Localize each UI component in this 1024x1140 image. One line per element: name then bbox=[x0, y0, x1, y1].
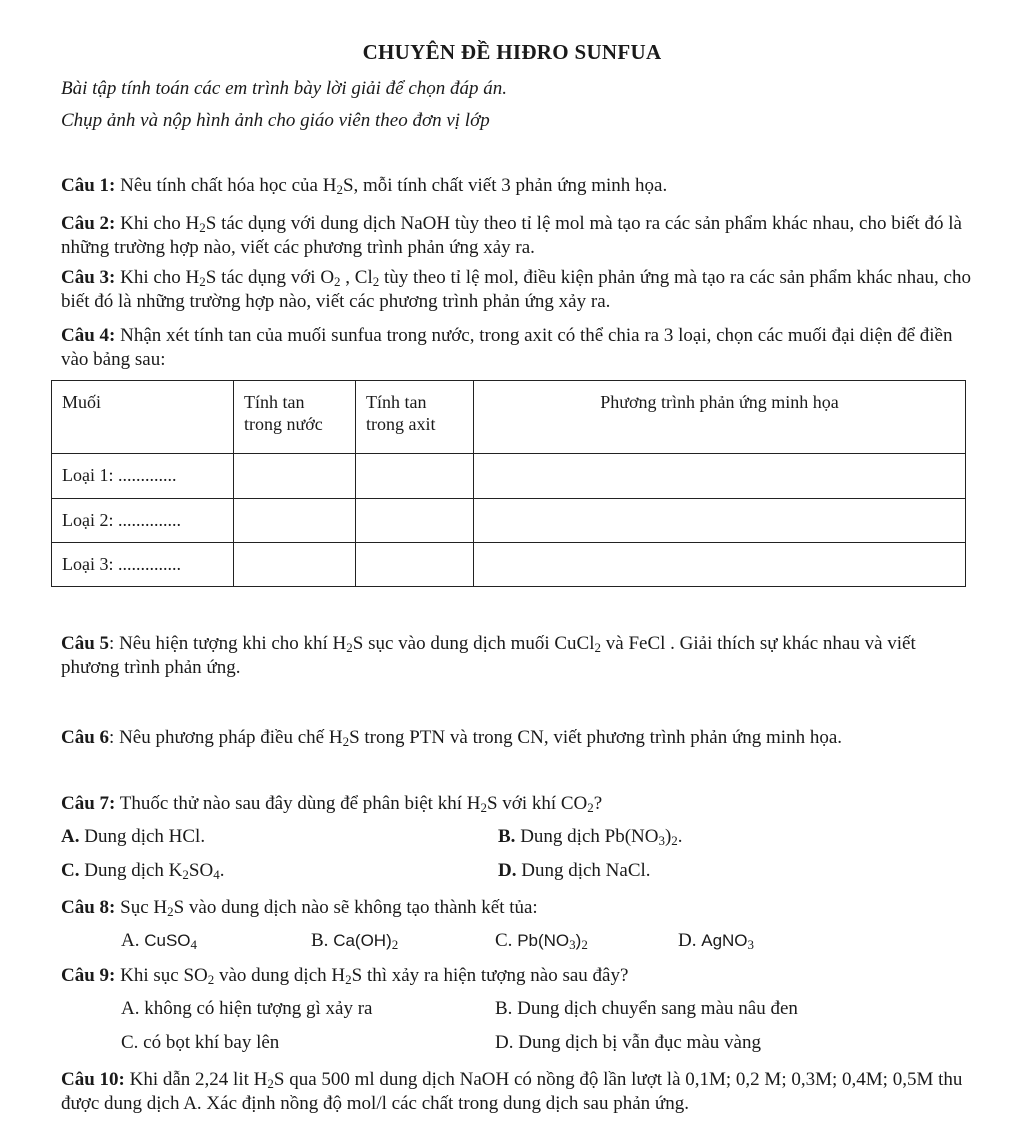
table-cell bbox=[474, 542, 966, 586]
question-5-label: Câu 5 bbox=[61, 633, 110, 654]
table-header: Tính tan trong nước bbox=[234, 381, 356, 454]
q8-option-c: C. $Pb(NO_3)_2$ bbox=[495, 930, 588, 952]
question-5: Câu 5: Nêu hiện tượng khi cho khí $H_2S$ sục vào dung dịch muối CuCl$_2$ và FeCl . Giải thích sự khác nhau và viết phương trình phản ứng. bbox=[61, 633, 916, 678]
table-cell bbox=[474, 498, 966, 542]
sulfide-table bbox=[51, 380, 966, 587]
question-9: Câu 9: Khi sục $SO_2$ vào dung dịch $H_2S$ thì xảy ra hiện tượng nào sau đây? bbox=[61, 965, 629, 987]
table-cell bbox=[356, 454, 474, 498]
question-1-label: Câu 1: bbox=[61, 175, 116, 196]
q7-option-b: B. Dung dịch $Pb(NO_3)_2$. bbox=[498, 826, 683, 848]
q9-option-a: A. không có hiện tượng gì xảy ra bbox=[121, 998, 373, 1019]
question-6-label: Câu 6 bbox=[61, 727, 110, 748]
intro-line-2: Chụp ảnh và nộp hình ảnh cho giáo viên theo đơn vị lớp bbox=[61, 110, 490, 131]
question-4-label: Câu 4: bbox=[61, 325, 116, 346]
q9-option-b: B. Dung dịch chuyển sang màu nâu đen bbox=[495, 998, 798, 1019]
question-2: Câu 2: Khi cho $H_2S$ tác dụng với dung dịch NaOH tùy theo tỉ lệ mol mà tạo ra các sản phẩm khác nhau, cho biết đó là những trường hợp nào, viết các phương trình phản ứng xảy ra. bbox=[61, 213, 962, 258]
table-cell bbox=[234, 498, 356, 542]
q9-option-c: C. có bọt khí bay lên bbox=[121, 1032, 280, 1053]
q8-option-a: A. CuSO$_4$ bbox=[121, 930, 198, 952]
question-9-label: Câu 9: bbox=[61, 965, 116, 986]
table-header: Muối bbox=[52, 381, 234, 454]
page-title: CHUYÊN ĐỀ HIĐRO SUNFUA bbox=[362, 40, 662, 64]
table-cell: Loại 1: ............. bbox=[52, 454, 234, 498]
table-cell bbox=[356, 542, 474, 586]
table-cell: Loại 2: .............. bbox=[52, 498, 234, 542]
question-1: Câu 1: Nêu tính chất hóa học của $H_2S$, mỗi tính chất viết 3 phản ứng minh họa. bbox=[61, 175, 668, 197]
table-row bbox=[52, 454, 966, 498]
question-7-label: Câu 7: bbox=[61, 793, 116, 814]
table-row bbox=[52, 498, 966, 542]
table-cell: Loại 3: .............. bbox=[52, 542, 234, 586]
table-header: Phương trình phản ứng minh họa bbox=[474, 381, 966, 454]
question-3-label: Câu 3: bbox=[61, 267, 116, 288]
question-3: Câu 3: Khi cho $H_2S$ tác dụng với $O_2$ , $Cl_2$ tùy theo tỉ lệ mol, điều kiện phản ứng mà tạo ra các sản phẩm khác nhau, cho biết đó là những trường hợp nào, viết các phương trình phản ứng xảy ra. bbox=[61, 267, 971, 312]
question-8: Câu 8: Sục $H_2S$ vào dung dịch nào sẽ không tạo thành kết tủa: bbox=[61, 897, 538, 919]
question-6: Câu 6: Nêu phương pháp điều chế $H_2S$ trong PTN và trong CN, viết phương trình phản ứng minh họa. bbox=[61, 727, 843, 749]
table-cell bbox=[234, 542, 356, 586]
table-row bbox=[52, 542, 966, 586]
table-header: Tính tan trong axit bbox=[356, 381, 474, 454]
q8-option-b: B. $Ca(OH)_2$ bbox=[311, 930, 399, 952]
intro-line-1: Bài tập tính toán các em trình bày lời giải để chọn đáp án. bbox=[61, 78, 508, 99]
table-header-row bbox=[52, 381, 966, 454]
q7-option-d: D. Dung dịch NaCl. bbox=[498, 860, 651, 881]
table-cell bbox=[234, 454, 356, 498]
q7-option-c: C. Dung dịch $K_2SO_4$. bbox=[61, 860, 225, 882]
question-10: Câu 10: Khi dẫn 2,24 lit $H_2S$ qua 500 ml dung dịch NaOH có nồng độ lần lượt là 0,1M; 0,2 M; 0,3M; 0,4M; 0,5M thu được dung dịch A. Xác định nồng độ mol/l các chất trong dung dịch sau phản ứng. bbox=[61, 1069, 963, 1114]
q9-option-d: D. Dung dịch bị vẫn đục màu vàng bbox=[495, 1032, 761, 1053]
table-cell bbox=[474, 454, 966, 498]
question-8-label: Câu 8: bbox=[61, 897, 116, 918]
question-10-label: Câu 10: bbox=[61, 1069, 125, 1090]
table-cell bbox=[356, 498, 474, 542]
q8-option-d: D. AgNO$_3$ bbox=[678, 930, 755, 952]
question-4: Câu 4: Nhận xét tính tan của muối sunfua trong nước, trong axit có thể chia ra 3 loại, chọn các muối đại diện để điền vào bảng sau: bbox=[61, 325, 953, 370]
question-2-label: Câu 2: bbox=[61, 213, 116, 234]
question-7: Câu 7: Thuốc thử nào sau đây dùng để phân biệt khí $H_2S$ với khí $CO_2$? bbox=[61, 793, 603, 815]
q7-option-a: A. Dung dịch HCl. bbox=[61, 826, 206, 847]
